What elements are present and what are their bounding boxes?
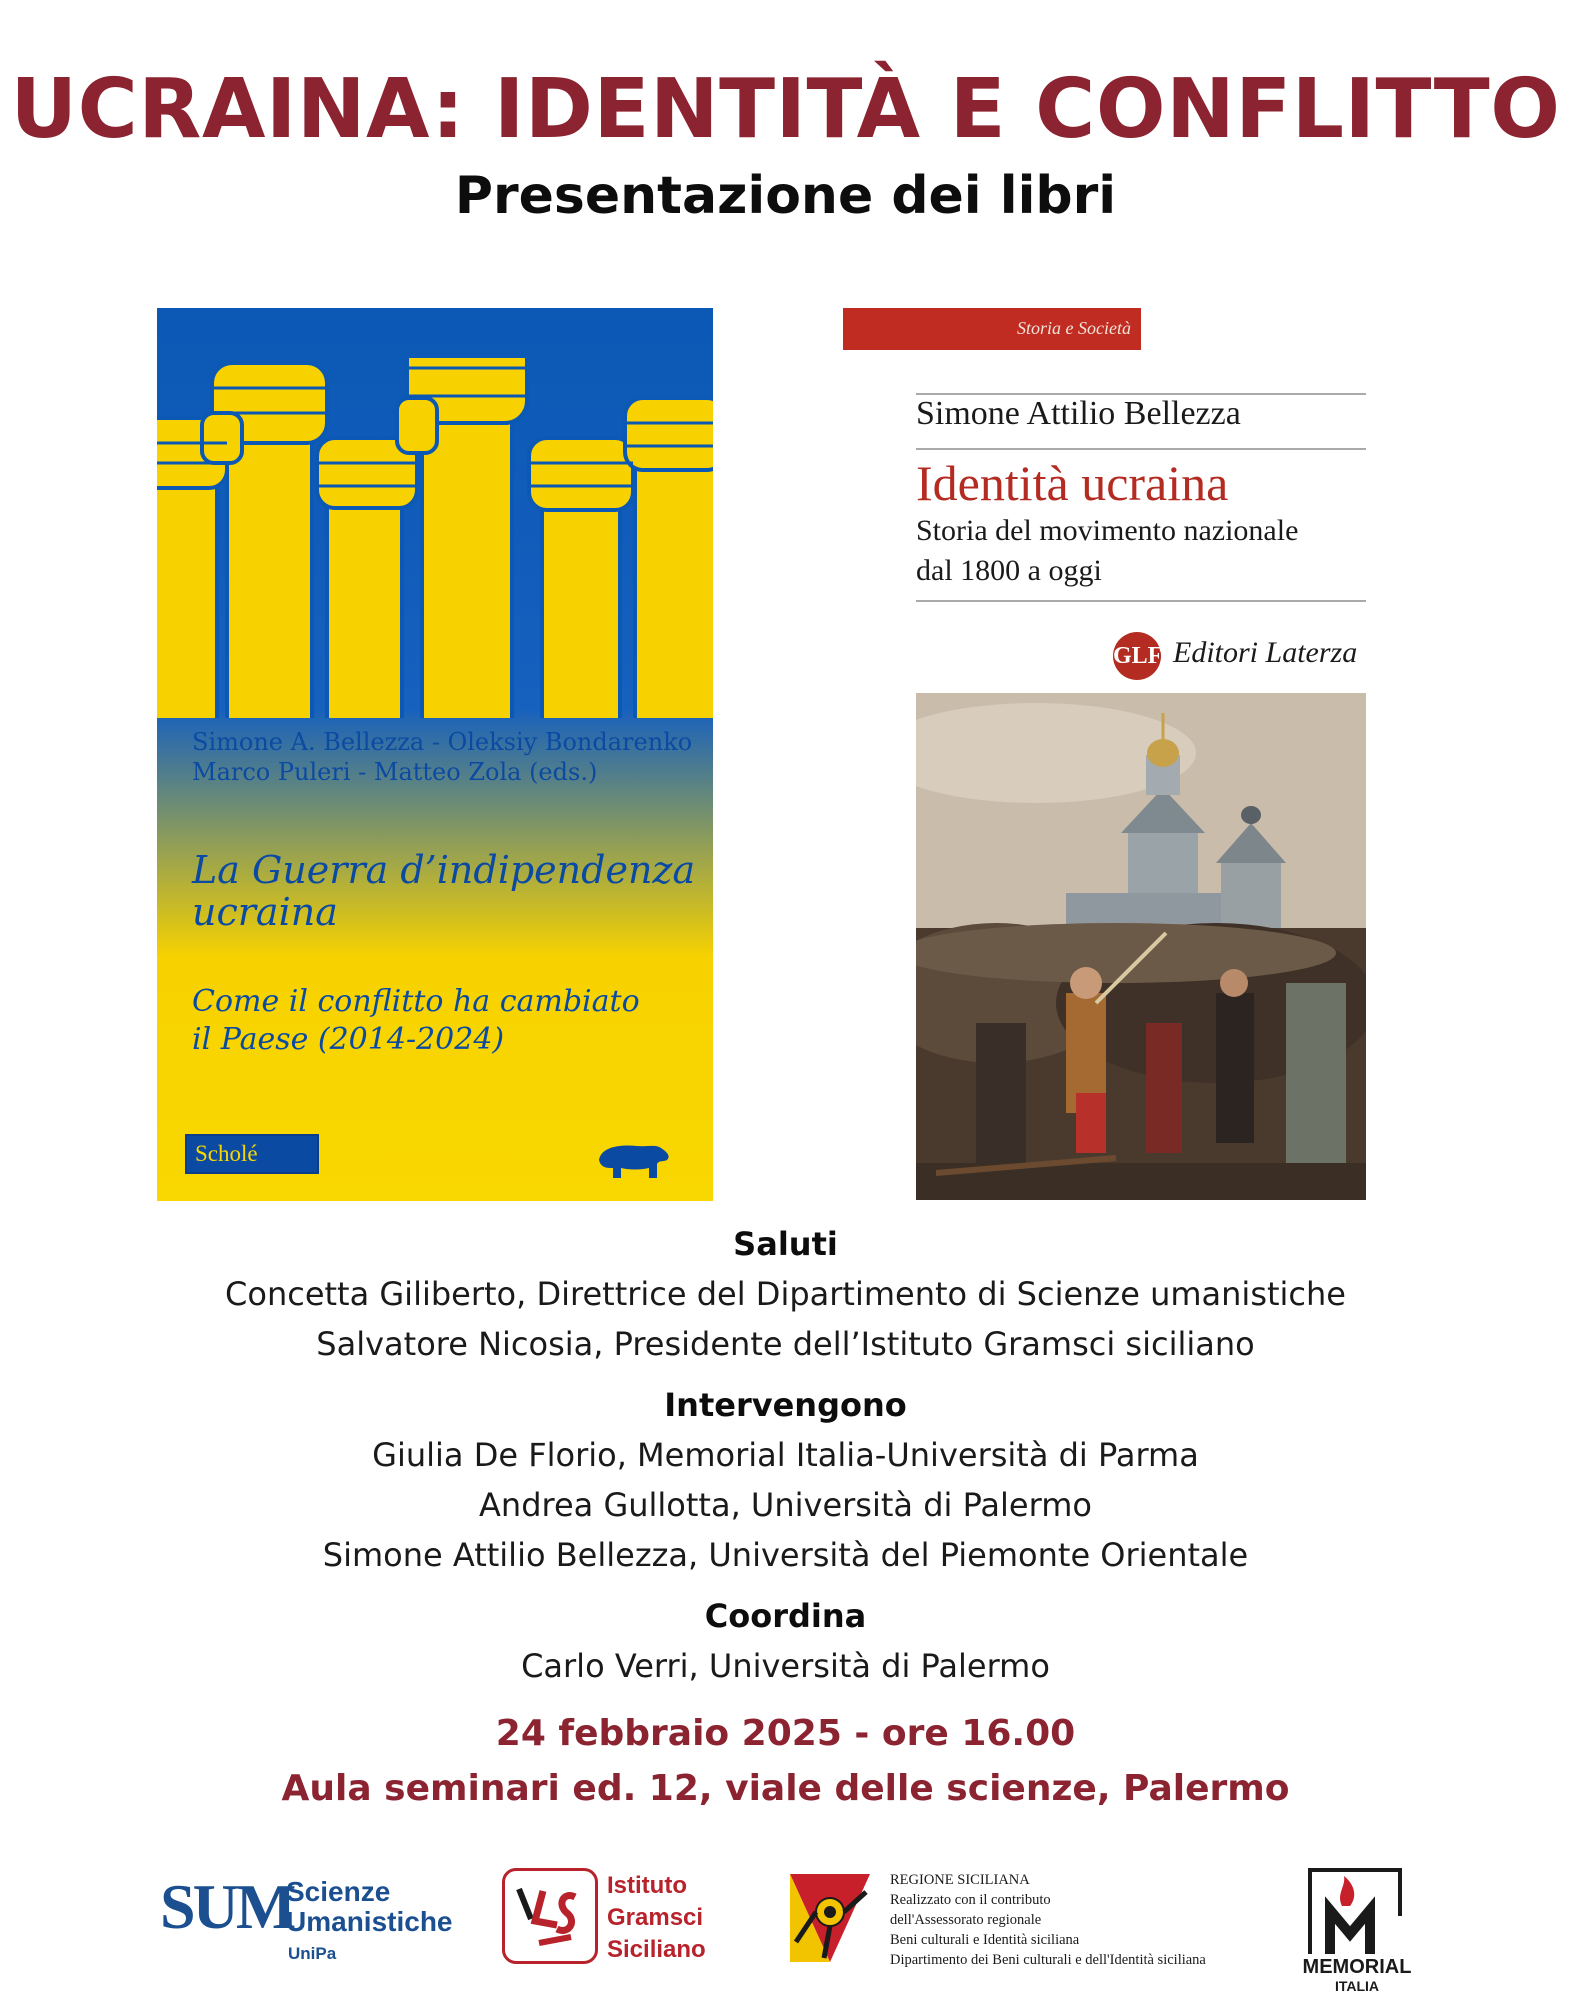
sum-abbr: SUM [160,1871,294,1942]
book2-title: Identità ucraina [916,455,1229,511]
book-cover-guerra-indipendenza [157,308,713,1201]
book2-series-label: Storia e Società [1017,318,1131,338]
book2-publisher: Editori Laterza [1173,636,1358,669]
saluti-label: Saluti [733,1225,838,1263]
book1-title-line2: ucraina [192,890,338,934]
book2-cover-painting [916,693,1366,1200]
book2-author: Simone Attilio Bellezza [916,395,1241,432]
saluti-line-2: Salvatore Nicosia, Presidente dell’Istituto Gramsci siciliano [316,1325,1255,1363]
coordina-line-1: Carlo Verri, Università di Palermo [521,1647,1050,1685]
book1-authors-line1: Simone A. Bellezza - Oleksiy Bondarenko [192,728,693,756]
book2-rule-mid [916,448,1366,450]
gramsci-logo-icon [502,1868,598,1964]
poster-subtitle: Presentazione dei libri [454,166,1117,226]
sum-line2: Umanistiche [286,1906,453,1937]
book1-subtitle-line1: Come il conflitto ha cambiato [192,984,640,1019]
book1-subtitle-line2: il Paese (2014-2024) [192,1022,505,1057]
poster-title: UCRAINA: IDENTITÀ E CONFLITTO [10,62,1561,157]
church-crowd-painting-icon [916,693,1366,1200]
laterza-logo: GLF [1113,632,1161,680]
memorial-flame-icon [1302,1864,1412,1956]
memorial-italia-logo [1302,1864,1412,1998]
coordina-label: Coordina [704,1597,867,1635]
event-location: Aula seminari ed. 12, viale delle scienze, Palermo [281,1768,1290,1809]
sum-line1: Scienze [286,1876,391,1907]
intervengono-label: Intervengono [664,1386,907,1424]
memorial-line2: ITALIA [1334,1978,1380,1994]
book2-rule-bottom [916,600,1366,602]
saluti-line-1: Concetta Giliberto, Direttrice del Dipartimento di Scienze umanistiche [225,1275,1346,1313]
intervengono-line-1: Giulia De Florio, Memorial Italia-Università di Parma [372,1436,1199,1474]
gramsci-line1: Istituto [607,1872,687,1899]
regione-line4: Beni culturali e Identità siciliana [890,1932,1080,1948]
regione-line1: REGIONE SICILIANA [890,1872,1030,1888]
trinacria-icon [788,1872,872,1964]
intervengono-line-2: Andrea Gullotta, Università di Palermo [479,1486,1092,1524]
regione-line3: dell'Assessorato regionale [890,1912,1042,1928]
gramsci-line2: Gramsci [607,1904,704,1931]
raised-fists-icon [157,358,713,718]
event-datetime: 24 febbraio 2025 - ore 16.00 [495,1713,1076,1754]
gramsci-line3: Siciliano [607,1936,706,1963]
book2-subtitle-line2: dal 1800 a oggi [916,554,1102,587]
regione-siciliana-text [890,1870,1206,1970]
book1-title-line1: La Guerra d’indipendenza [192,848,696,892]
bear-icon [593,1138,673,1182]
book1-authors-line2: Marco Puleri - Matteo Zola (eds.) [192,758,598,786]
memorial-line1: MEMORIAL [1302,1956,1412,1978]
intervengono-line-3: Simone Attilio Bellezza, Università del Piemonte Orientale [322,1536,1249,1574]
regione-line2: Realizzato con il contributo [890,1892,1051,1908]
book2-series-band [843,308,1141,350]
regione-line5: Dipartimento dei Beni culturali e dell'Identità siciliana [890,1952,1206,1968]
book2-subtitle-line1: Storia del movimento nazionale [916,514,1299,547]
gramsci-logo-text [607,1870,706,1966]
book1-publisher: Scholé [185,1134,319,1174]
sum-line3: UniPa [288,1944,337,1963]
